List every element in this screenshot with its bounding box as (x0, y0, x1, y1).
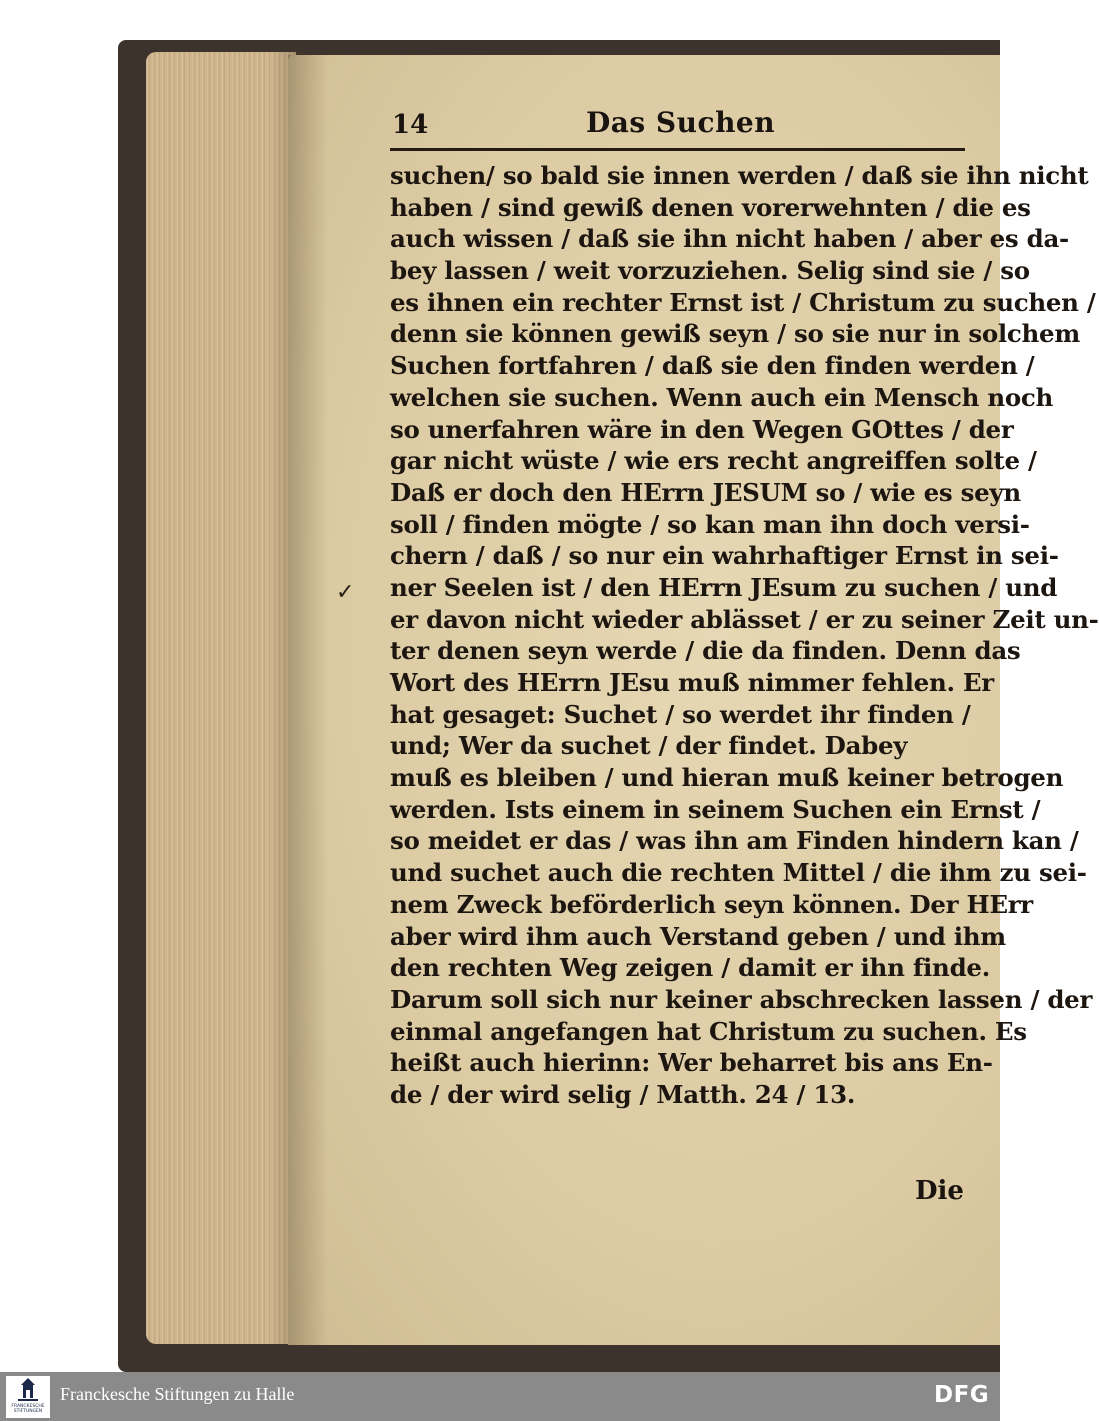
text-line: Suchen fortfahren / daß sie den finden werden / (390, 351, 1035, 381)
text-line: suchen/ so bald sie innen werden / daß sie ihn nicht (390, 161, 1089, 190)
text-line: ner Seelen ist / den HErrn JEsum zu suchen / und (390, 572, 1058, 602)
institution-logo-text: FRANCKESCHE STIFTUNGEN (11, 1404, 45, 1414)
dfg-logo[interactable]: DFG (934, 1382, 990, 1408)
text-line: muß es bleiben / und hieran muß keiner betrogen (390, 763, 1064, 793)
text-line: Wort des HErrn JEsu muß nimmer fehlen. Er (390, 668, 994, 697)
text-line: de / der wird selig / Matth. 24 / 13. (390, 1079, 856, 1109)
text-line: auch wissen / daß sie ihn nicht haben / aber es da- (390, 224, 1069, 254)
text-line: Darum soll sich nur keiner abschrecken lassen / der (390, 984, 1093, 1014)
text-line: denn sie können gewiß seyn / so sie nur in solchem (390, 319, 1080, 349)
text-line: aber wird ihm auch Verstand geben / und ihm (390, 921, 1006, 951)
text-line: werden. Ists einem in seinem Suchen ein Ernst / (390, 794, 1041, 824)
text-line: so unerfahren wäre in den Wegen GOttes / der (390, 414, 1014, 444)
header-rule (390, 148, 965, 151)
text-line: den rechten Weg zeigen / damit er ihn finde. (390, 953, 990, 983)
page-gutter (288, 55, 328, 1345)
text-line: bey lassen / weit vorzuziehen. Selig sind sie / so (390, 256, 1030, 286)
catchword: Die (915, 1176, 964, 1206)
text-line: chern / daß / so nur ein wahrhaftiger Ernst in sei- (390, 541, 1059, 571)
institution-name[interactable]: Franckesche Stiftungen zu Halle (60, 1384, 295, 1404)
text-line: und suchet auch die rechten Mittel / die ihm zu sei- (390, 858, 1087, 888)
text-line: ter denen seyn werde / die da finden. Denn das (390, 636, 1021, 666)
text-line: so meidet er das / was ihn am Finden hindern kan / (390, 826, 1079, 856)
text-line: hat gesaget: Suchet / so werdet ihr finden / (390, 699, 971, 729)
text-line: heißt auch hierinn: Wer beharret bis ans En- (390, 1048, 993, 1078)
text-line: er davon nicht wieder ablässet / er zu seiner Zeit un- (390, 604, 1099, 634)
text-line: gar nicht wüste / wie ers recht angreiffen solte / (390, 446, 1037, 476)
text-line: haben / sind gewiß denen vorerwehnten / die es (390, 192, 1031, 222)
text-line: Daß er doch den HErrn JESUM so / wie es seyn (390, 477, 1021, 507)
building-icon (6, 1376, 50, 1406)
text-line: und; Wer da suchet / der findet. Dabey (390, 731, 908, 761)
text-line: soll / finden mögte / so kan man ihn doch versi- (390, 509, 1030, 539)
text-line: es ihnen ein rechter Ernst ist / Christum zu suchen / (390, 287, 1096, 317)
page-text (390, 160, 1099, 1111)
text-line: einmal angefangen hat Christum zu suchen. Es (390, 1016, 1027, 1046)
text-line: welchen sie suchen. Wenn auch ein Mensch noch (390, 382, 1054, 412)
running-head: Das Suchen (586, 106, 776, 139)
text-line: nem Zweck beförderlich seyn können. Der HErr (390, 889, 1033, 919)
page-number: 14 (392, 110, 429, 140)
margin-mark: ✓ (336, 580, 355, 605)
